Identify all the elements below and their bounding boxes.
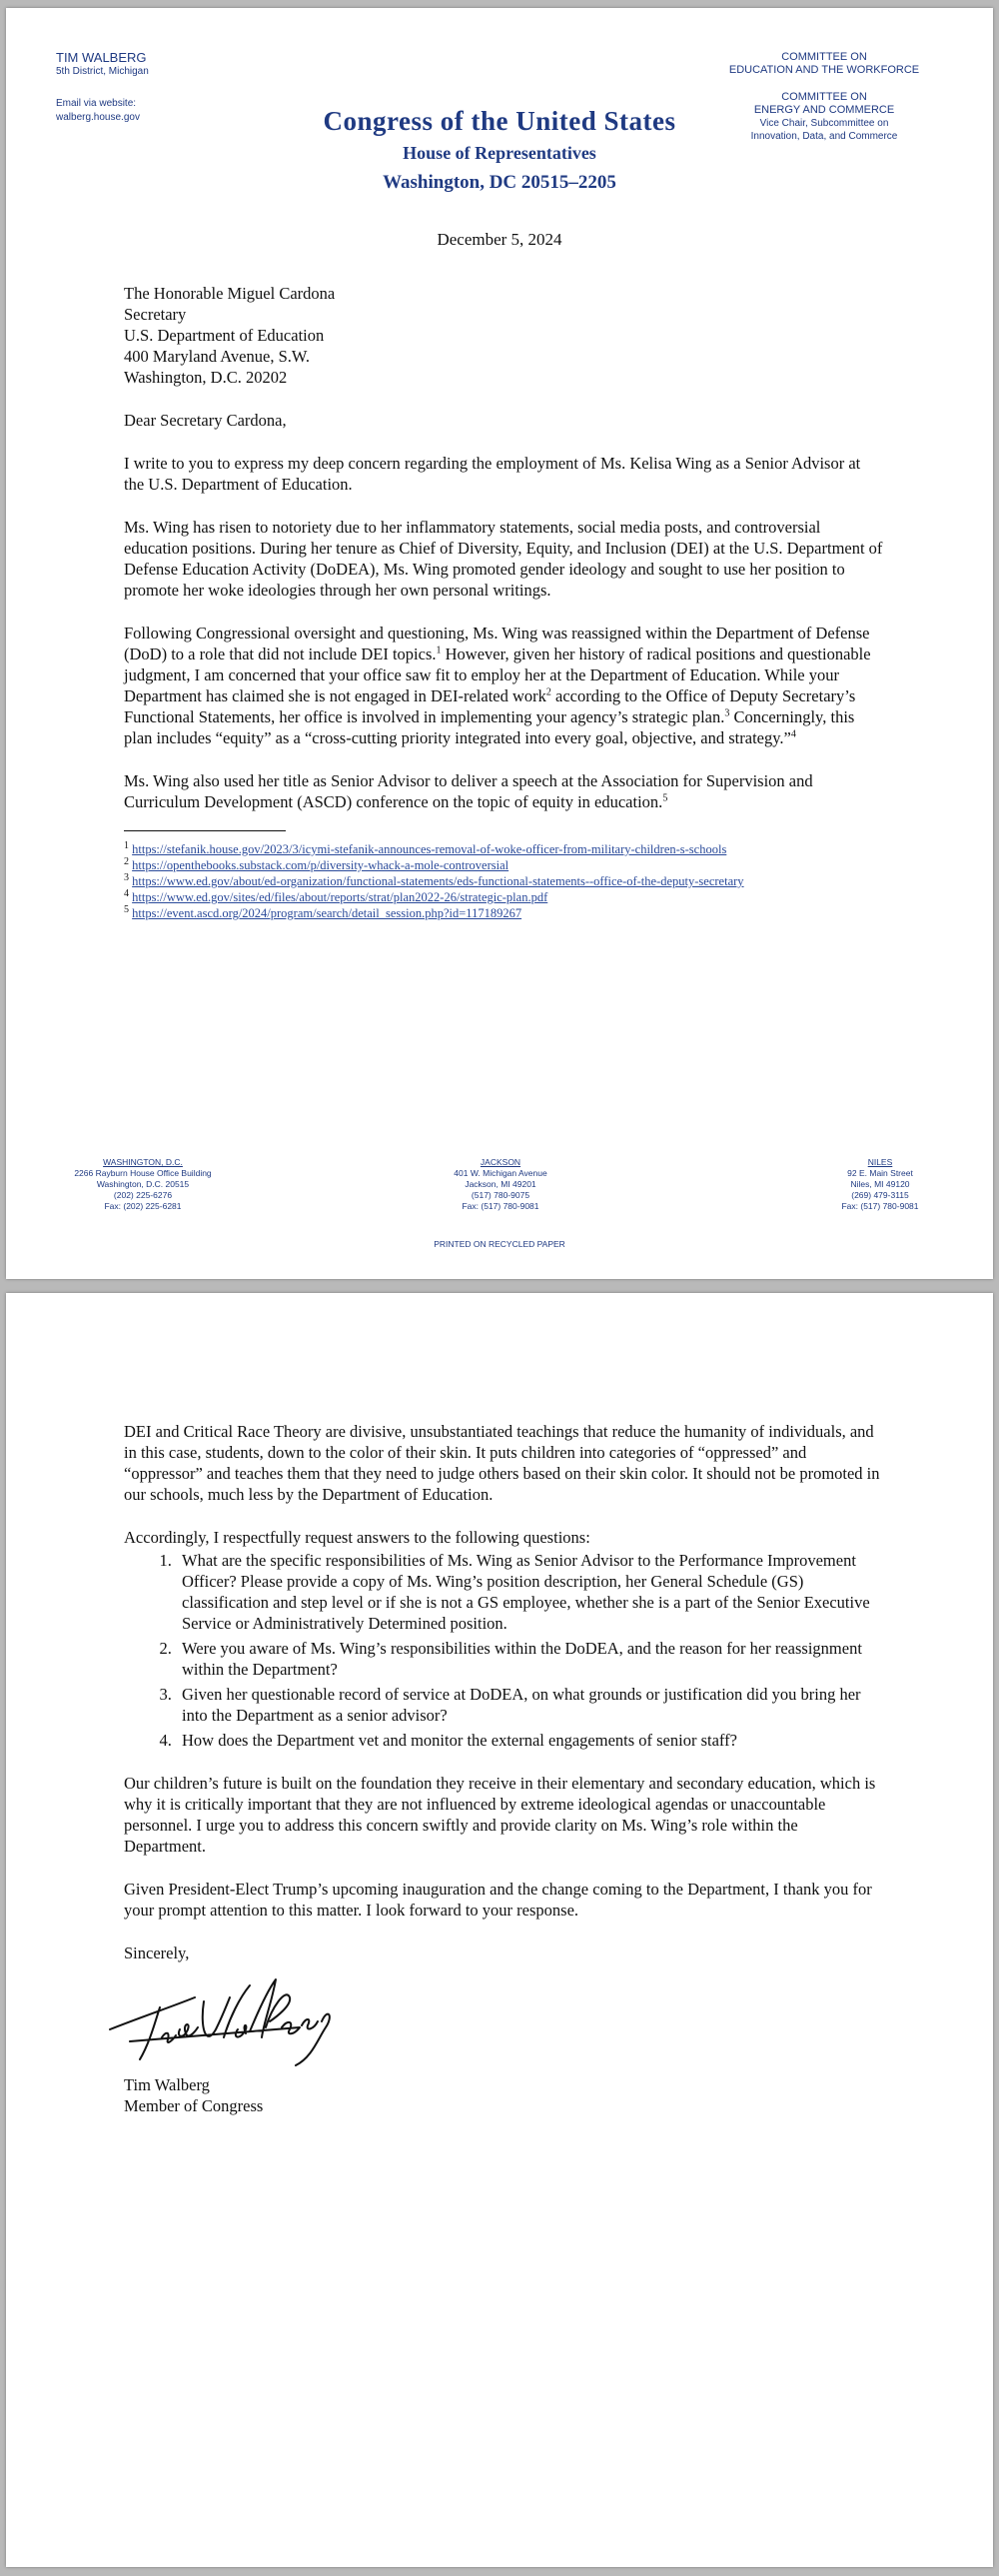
house-title: House of Representatives: [403, 143, 596, 163]
footnote-link[interactable]: https://www.ed.gov/sites/ed/files/about/reports/strat/plan2022-26/strategic-plan.pdf: [132, 890, 548, 904]
question-item: 1. What are the specific responsibilities of Ms. Wing as Senior Advisor to the Performance Improvement Officer? Please provide a copy of Ms. Wing’s position description, her General Schedule (GS) classification and step level or if she is not a GS employee, whether she is a part of the Senior Executive Service or Administratively Determined position.: [176, 1550, 883, 1634]
office-niles: NILES 92 E. Main Street Niles, MI 49120 (269) 479-3115 Fax: (517) 780-9081: [841, 1157, 919, 1211]
footnote-ref[interactable]: 2: [545, 686, 551, 698]
letter-body-page-2: [124, 1421, 883, 2116]
footnote-divider: [124, 830, 286, 831]
footnote-ref[interactable]: 1: [436, 644, 442, 656]
closing: Sincerely,: [124, 1943, 190, 1962]
paragraph: I write to you to express my deep concern regarding the employment of Ms. Kelisa Wing as a Senior Advisor at the U.S. Department of Education.: [124, 454, 861, 494]
footnote-link[interactable]: https://openthebooks.substack.com/p/diversity-whack-a-mole-controversial: [132, 858, 509, 872]
question-item: 2. Were you aware of Ms. Wing’s responsibilities within the DoDEA, and the reason for her reassignment within the Department?: [176, 1638, 883, 1680]
address-line: U.S. Department of Education: [124, 326, 325, 345]
footnote-ref[interactable]: 3: [724, 707, 730, 719]
salutation: Dear Secretary Cardona,: [124, 411, 287, 430]
paragraph: Following Congressional oversight and questioning, Ms. Wing was reassigned within the Department of Defense (DoD) to a role that did not include DEI topics.$^1$ However, given her history of radical positions and questionable judgment, I am concerned that your office saw fit to employ her at the Department of Education. While your Department has claimed she is not engaged in DEI-related work$^2$ according to the Office of Deputy Secretary’s Functional Statements, her office is involved in implementing your agency’s strategic plan.$^3$ Concerningly, this plan includes “equity” as a “cross-cutting priority integrated into every goal, objective, and strategy.”$^4$: [124, 624, 871, 747]
committee-2-name: ENERGY AND COMMERCE: [753, 104, 895, 116]
question-item: 3. Given her questionable record of service at DoDEA, on what grounds or justification did you bring her into the Department as a senior advisor?: [176, 1684, 883, 1726]
role-line-2: Innovation, Data, and Commerce: [750, 131, 898, 142]
member-district: 5th District, Michigan: [56, 66, 149, 77]
letter-date: December 5, 2024: [437, 230, 562, 249]
footnote-link[interactable]: https://event.ascd.org/2024/program/search/detail_session.php?id=117189267: [132, 906, 522, 920]
letter-page-2: [6, 1293, 993, 2567]
address-line: Secretary: [124, 305, 187, 324]
signature-image: [100, 1967, 370, 2067]
paragraph: Ms. Wing also used her title as Senior Advisor to deliver a speech at the Association for Supervision and Curriculum Development (ASCD) conference on the topic of equity in education.$^5$: [124, 771, 813, 811]
member-name: TIM WALBERG: [56, 50, 147, 65]
recipient-address: [124, 283, 883, 388]
committee-info: [709, 51, 939, 143]
signer-name: Tim Walberg: [124, 2075, 210, 2094]
paragraph: Our children’s future is built on the foundation they receive in their elementary and secondary education, which is why it is critically important that they are not influenced by extreme ideological agendas or unaccountable personnel. I urge you to address this concern swiftly and provide clarity on Ms. Wing’s role within the Department.: [124, 1774, 876, 1856]
signer-title: Member of Congress: [124, 2096, 264, 2115]
address-line: The Honorable Miguel Cardona: [124, 284, 336, 303]
office-dc: WASHINGTON, D.C. 2266 Rayburn House Office Building Washington, D.C. 20515 (202) 225-6276 Fax: (202) 225-6281: [74, 1157, 212, 1211]
city-zip: Washington, DC 20515–2205: [383, 172, 616, 193]
letter-body-page-1: [124, 283, 883, 921]
email-label: Email via website:: [56, 98, 137, 109]
footnote: $^3$ https://www.ed.gov/about/ed-organization/functional-statements/eds-functional-statements--office-of-the-deputy-secretary: [124, 871, 744, 888]
address-line: Washington, D.C. 20202: [124, 368, 288, 387]
footnotes: [124, 841, 883, 921]
footnote: $^4$ https://www.ed.gov/sites/ed/files/about/reports/strat/plan2022-26/strategic-plan.pdf: [124, 887, 548, 904]
website: walberg.house.gov: [56, 112, 140, 123]
recycled-paper-note: PRINTED ON RECYCLED PAPER: [434, 1239, 565, 1249]
footnote-link[interactable]: https://stefanik.house.gov/2023/3/icymi-stefanik-announces-removal-of-woke-officer-from-military-children-s-schools: [132, 842, 727, 856]
role-line-1: Vice Chair, Subcommittee on: [759, 118, 889, 129]
footnote: $^2$ https://openthebooks.substack.com/p/diversity-whack-a-mole-controversial: [124, 855, 509, 872]
footnote: $^1$ https://stefanik.house.gov/2023/3/icymi-stefanik-announces-removal-of-woke-officer-from-military-children-s-schools: [124, 839, 727, 856]
paragraph: DEI and Critical Race Theory are divisive, unsubstantiated teachings that reduce the humanity of individuals, and in this case, students, down to the color of their skin. It puts children into categories of “oppressed” and “oppressor” and teaches them that they need to judge others based on their skin color. It should not be promoted in our schools, much less by the Department of Education.: [124, 1422, 880, 1504]
footnote: $^5$ https://event.ascd.org/2024/program/search/detail_session.php?id=117189267: [124, 903, 522, 920]
office-jackson: JACKSON 401 W. Michigan Avenue Jackson, MI 49201 (517) 780-9075 Fax: (517) 780-9081: [454, 1157, 547, 1211]
paragraph: Given President-Elect Trump’s upcoming inauguration and the change coming to the Department, I thank you for your prompt attention to this matter. I look forward to your response.: [124, 1880, 872, 1920]
questions-list: [124, 1550, 883, 1751]
closing-block: [124, 1942, 883, 2116]
paragraph: Accordingly, I respectfully request answers to the following questions:: [124, 1528, 590, 1547]
congress-title: Congress of the United States: [323, 106, 676, 136]
paragraph: Ms. Wing has risen to notoriety due to her inflammatory statements, social media posts, and controversial education positions. During her tenure as Chief of Diversity, Equity, and Inclusion (DEI) at the U.S. Department of Defense Education Activity (DoDEA), Ms. Wing promoted gender ideology and sought to use her position to promote her woke ideologies through her own personal writings.: [124, 518, 883, 600]
committee-2-label: COMMITTEE ON: [781, 91, 867, 103]
letter-page-1: [6, 8, 993, 1279]
footnote-ref[interactable]: 4: [790, 728, 796, 740]
committee-1-name: EDUCATION AND THE WORKFORCE: [728, 64, 920, 76]
footnote-ref[interactable]: 5: [662, 792, 668, 804]
address-line: 400 Maryland Avenue, S.W.: [124, 347, 311, 366]
footnote-link[interactable]: https://www.ed.gov/about/ed-organization/functional-statements/eds-functional-statements--office-of-the-deputy-secretary: [132, 874, 744, 888]
committee-1-label: COMMITTEE ON: [781, 51, 867, 63]
question-item: 4. How does the Department vet and monitor the external engagements of senior staff?: [176, 1730, 883, 1751]
